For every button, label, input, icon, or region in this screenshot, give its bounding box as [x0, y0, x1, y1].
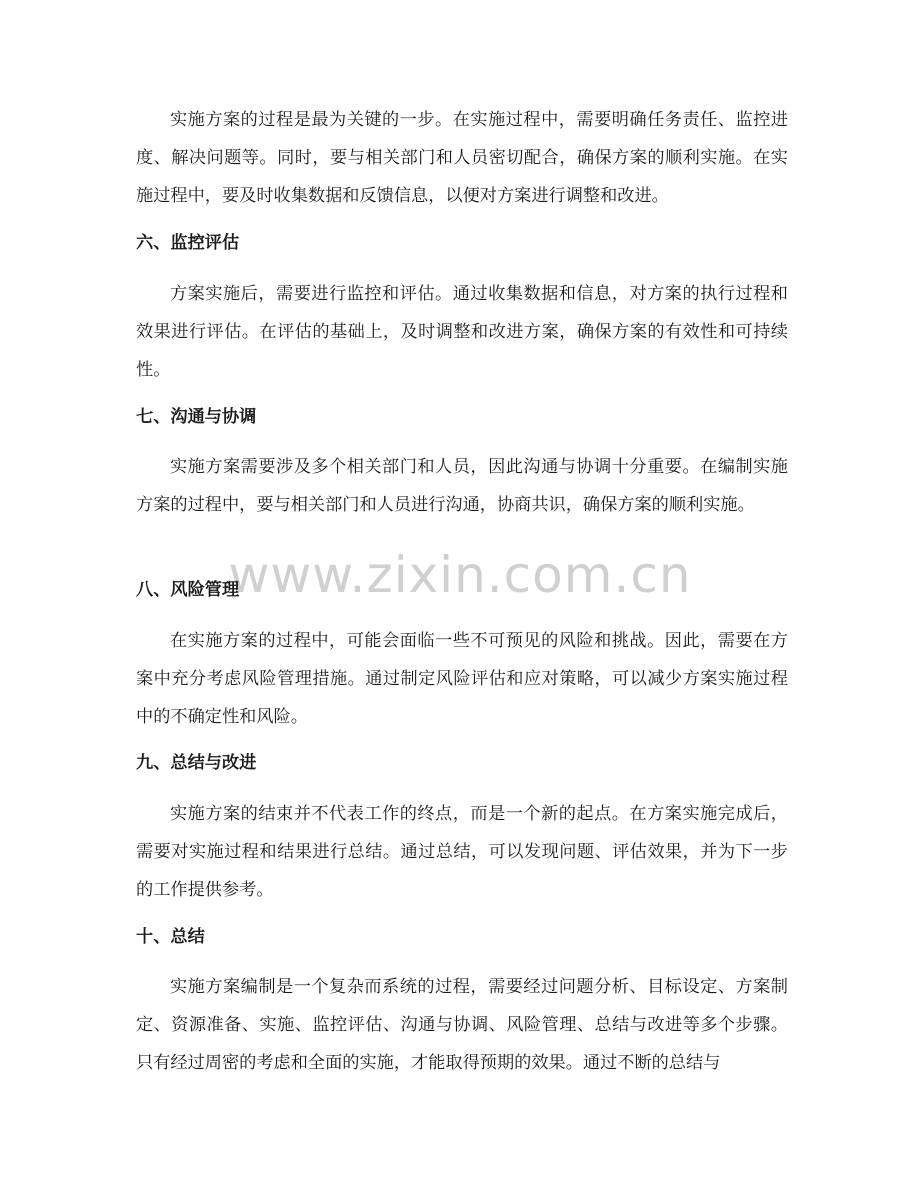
paragraph-risk-management: 在实施方案的过程中，可能会面临一些不可预见的风险和挑战。因此，需要在方案中充分考虑风险管理措施。通过制定风险评估和应对策略，可以减少方案实施过程中的不确定性和风险。 — [136, 631, 788, 727]
paragraph-summary-improvement: 实施方案的结束并不代表工作的终点，而是一个新的起点。在方案实施完成后，需要对实施过程和结果进行总结。通过总结，可以发现问题、评估效果，并为下一步的工作提供参考。 — [136, 804, 788, 900]
heading-monitoring-evaluation: 六、监控评估 — [136, 233, 240, 253]
heading-communication-coordination: 七、沟通与协调 — [136, 407, 257, 427]
heading-summary-improvement: 九、总结与改进 — [136, 753, 257, 773]
paragraph-implementation: 实施方案的过程是最为关键的一步。在实施过程中，需要明确任务责任、监控进度、解决问题等。同时，要与相关部门和人员密切配合，确保方案的顺利实施。在实施过程中，要及时收集数据和反馈信息，以便对方案进行调整和改进。 — [136, 110, 788, 206]
heading-conclusion: 十、总结 — [136, 927, 205, 947]
paragraph-communication-coordination: 实施方案需要涉及多个相关部门和人员，因此沟通与协调十分重要。在编制实施方案的过程中，要与相关部门和人员进行沟通，协商共识，确保方案的顺利实施。 — [136, 457, 788, 515]
watermark-text: www.zixin.com.cn — [228, 546, 692, 604]
heading-risk-management: 八、风险管理 — [136, 580, 240, 600]
paragraph-monitoring-evaluation: 方案实施后，需要进行监控和评估。通过收集数据和信息，对方案的执行过程和效果进行评估。在评估的基础上，及时调整和改进方案，确保方案的有效性和可持续性。 — [136, 284, 788, 380]
paragraph-conclusion: 实施方案编制是一个复杂而系统的过程，需要经过问题分析、目标设定、方案制定、资源准备、实施、监控评估、沟通与协调、风险管理、总结与改进等多个步骤。只有经过周密的考虑和全面的实施，才能取得预期的效果。通过不断的总结与 — [136, 977, 788, 1073]
